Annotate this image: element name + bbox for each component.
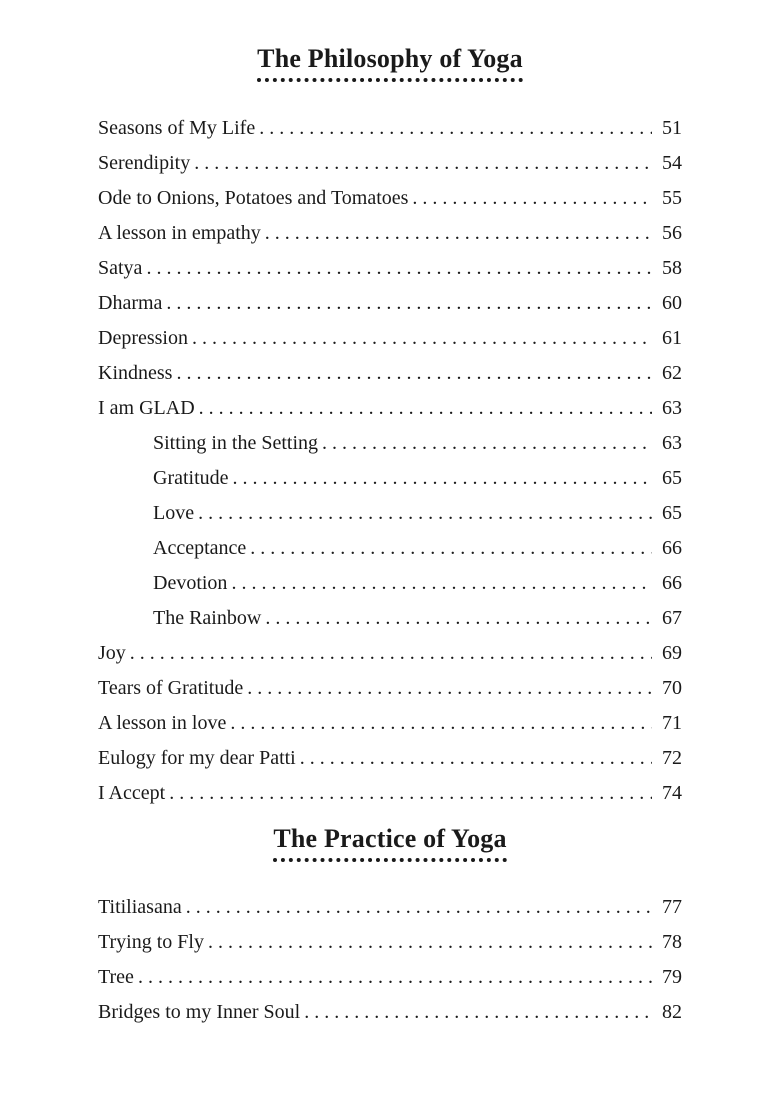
dot-leader bbox=[250, 531, 652, 566]
entry-page-number: 61 bbox=[662, 327, 682, 349]
section-title: The Practice of Yoga bbox=[273, 824, 506, 862]
dot-leader bbox=[169, 776, 652, 811]
entry-page-number: 78 bbox=[662, 931, 682, 953]
toc-entry[interactable] bbox=[98, 671, 682, 706]
dot-leader bbox=[130, 636, 652, 671]
entry-page-number: 66 bbox=[662, 572, 682, 594]
dot-leader bbox=[166, 286, 652, 321]
dot-leader bbox=[231, 566, 652, 601]
entry-title: Serendipity bbox=[98, 152, 191, 174]
toc-entry[interactable] bbox=[98, 636, 682, 671]
entry-title: The Rainbow bbox=[153, 607, 262, 629]
toc-entry[interactable] bbox=[98, 391, 682, 426]
entry-title: Acceptance bbox=[153, 537, 247, 559]
dot-leader bbox=[322, 426, 652, 461]
toc-entry[interactable] bbox=[98, 960, 682, 995]
entry-page-number: 72 bbox=[662, 747, 682, 769]
toc-subentry[interactable] bbox=[98, 566, 682, 601]
entry-title: Seasons of My Life bbox=[98, 117, 256, 139]
entry-title: Trying to Fly bbox=[98, 931, 204, 953]
entry-page-number: 70 bbox=[662, 677, 682, 699]
entry-page-number: 79 bbox=[662, 966, 682, 988]
entry-title: A lesson in empathy bbox=[98, 222, 261, 244]
toc-subentry[interactable] bbox=[98, 531, 682, 566]
entry-page-number: 65 bbox=[662, 467, 682, 489]
entry-page-number: 58 bbox=[662, 257, 682, 279]
entry-title: Tears of Gratitude bbox=[98, 677, 244, 699]
dot-leader bbox=[192, 321, 652, 356]
dot-leader bbox=[146, 251, 652, 286]
entry-page-number: 69 bbox=[662, 642, 682, 664]
toc-entry[interactable] bbox=[98, 286, 682, 321]
entry-title: Eulogy for my dear Patti bbox=[98, 747, 296, 769]
toc-entry[interactable] bbox=[98, 356, 682, 391]
entry-page-number: 63 bbox=[662, 397, 682, 419]
dot-leader bbox=[412, 181, 652, 216]
entry-page-number: 54 bbox=[662, 152, 682, 174]
entry-page-number: 77 bbox=[662, 896, 682, 918]
entry-page-number: 82 bbox=[662, 1001, 682, 1023]
entry-title: A lesson in love bbox=[98, 712, 227, 734]
dot-leader bbox=[259, 111, 652, 146]
entry-page-number: 55 bbox=[662, 187, 682, 209]
dot-leader bbox=[208, 925, 652, 960]
entry-title: I am GLAD bbox=[98, 397, 195, 419]
dot-leader bbox=[186, 890, 652, 925]
toc-entry[interactable] bbox=[98, 321, 682, 356]
toc-entry[interactable] bbox=[98, 995, 682, 1030]
toc-list-philosophy bbox=[98, 111, 682, 811]
section-title: The Philosophy of Yoga bbox=[257, 44, 523, 82]
entry-title: Titiliasana bbox=[98, 896, 182, 918]
section-heading-practice bbox=[0, 824, 780, 862]
entry-page-number: 66 bbox=[662, 537, 682, 559]
toc-entry[interactable] bbox=[98, 925, 682, 960]
dot-leader bbox=[198, 496, 652, 531]
toc-entry[interactable] bbox=[98, 216, 682, 251]
entry-title: Sitting in the Setting bbox=[153, 432, 319, 454]
toc-entry[interactable] bbox=[98, 706, 682, 741]
toc-subentry[interactable] bbox=[98, 426, 682, 461]
entry-title: Kindness bbox=[98, 362, 173, 384]
dot-leader bbox=[230, 706, 652, 741]
section-heading-philosophy bbox=[0, 44, 780, 82]
toc-entry[interactable] bbox=[98, 146, 682, 181]
dot-leader bbox=[300, 741, 652, 776]
toc-subentry[interactable] bbox=[98, 601, 682, 636]
entry-title: Satya bbox=[98, 257, 143, 279]
entry-title: Gratitude bbox=[153, 467, 229, 489]
dot-leader bbox=[194, 146, 652, 181]
dot-leader bbox=[138, 960, 652, 995]
entry-page-number: 71 bbox=[662, 712, 682, 734]
dot-leader bbox=[176, 356, 652, 391]
toc-entry[interactable] bbox=[98, 741, 682, 776]
entry-page-number: 74 bbox=[662, 782, 682, 804]
entry-title: Tree bbox=[98, 966, 134, 988]
entry-title: Ode to Onions, Potatoes and Tomatoes bbox=[98, 187, 409, 209]
entry-title: Love bbox=[153, 502, 195, 524]
entry-page-number: 63 bbox=[662, 432, 682, 454]
entry-page-number: 56 bbox=[662, 222, 682, 244]
toc-entry[interactable] bbox=[98, 890, 682, 925]
toc-subentry[interactable] bbox=[98, 461, 682, 496]
entry-title: Bridges to my Inner Soul bbox=[98, 1001, 301, 1023]
toc-subentry[interactable] bbox=[98, 496, 682, 531]
dot-leader bbox=[199, 391, 652, 426]
toc-list-practice bbox=[98, 890, 682, 1030]
entry-page-number: 62 bbox=[662, 362, 682, 384]
entry-title: Devotion bbox=[153, 572, 228, 594]
entry-page-number: 65 bbox=[662, 502, 682, 524]
entry-title: Depression bbox=[98, 327, 188, 349]
toc-entry[interactable] bbox=[98, 776, 682, 811]
dot-leader bbox=[247, 671, 652, 706]
entry-page-number: 51 bbox=[662, 117, 682, 139]
entry-title: Dharma bbox=[98, 292, 163, 314]
entry-title: I Accept bbox=[98, 782, 166, 804]
dot-leader bbox=[233, 461, 652, 496]
toc-entry[interactable] bbox=[98, 181, 682, 216]
entry-page-number: 67 bbox=[662, 607, 682, 629]
toc-entry[interactable] bbox=[98, 111, 682, 146]
dot-leader bbox=[265, 216, 652, 251]
toc-entry[interactable] bbox=[98, 251, 682, 286]
entry-title: Joy bbox=[98, 642, 126, 664]
dot-leader bbox=[304, 995, 652, 1030]
dot-leader bbox=[265, 601, 652, 636]
entry-page-number: 60 bbox=[662, 292, 682, 314]
